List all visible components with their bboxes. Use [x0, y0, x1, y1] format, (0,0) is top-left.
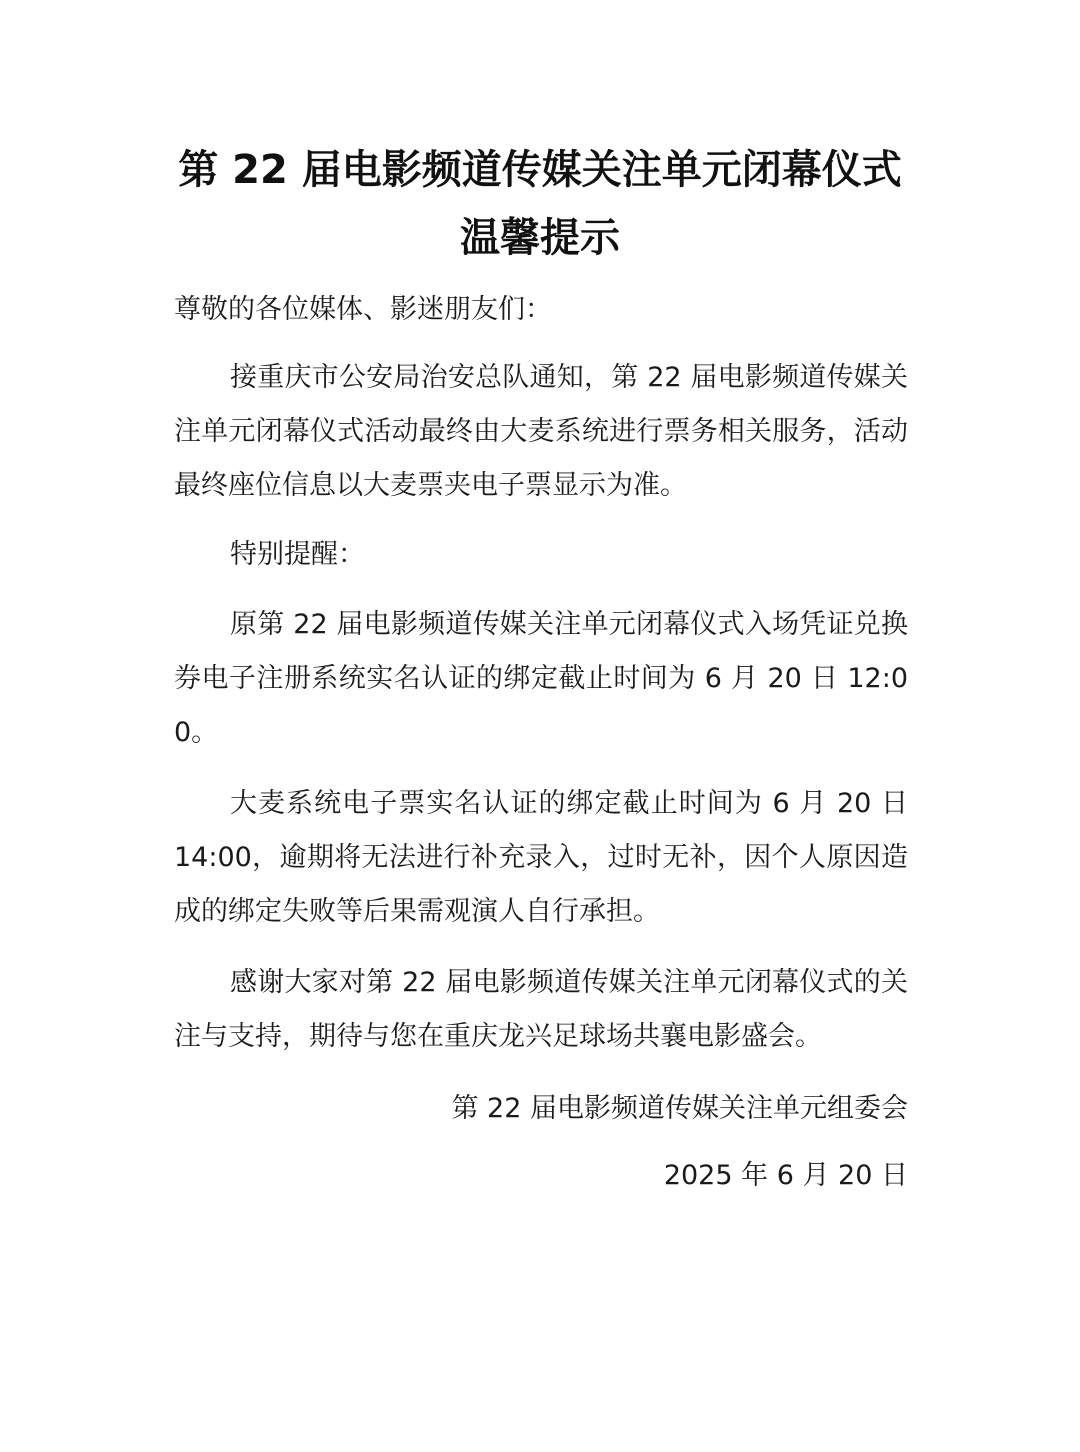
- paragraph-special-reminder-heading: 特别提醒：: [230, 539, 365, 570]
- paragraph-damai-deadline: 大麦系统电子票实名认证的绑定截止时间为 6 月 20 日 14:00，逾期将无法进行补充录入，过时无补，因个人原因造成的绑定失败等后果需观演人自行承担。: [174, 788, 908, 927]
- paragraph-notice: 接重庆市公安局治安总队通知，第 22 届电影频道传媒关注单元闭幕仪式活动最终由大麦系统进行票务相关服务，活动最终座位信息以大麦票夹电子票显示为准。: [174, 362, 908, 501]
- document-title: 第 22 届电影频道传媒关注单元闭幕仪式: [178, 147, 902, 193]
- paragraph-thanks: 感谢大家对第 22 届电影频道传媒关注单元闭幕仪式的关注与支持，期待与您在重庆龙兴足球场共襄电影盛会。: [174, 967, 908, 1052]
- document-subtitle: 温馨提示: [460, 215, 620, 261]
- salutation: 尊敬的各位媒体、影迷朋友们：: [174, 294, 552, 325]
- issue-date: 2025 年 6 月 20 日: [663, 1160, 908, 1191]
- signature: 第 22 届电影频道传媒关注单元组委会: [451, 1093, 908, 1124]
- paragraph-original-deadline: 原第 22 届电影频道传媒关注单元闭幕仪式入场凭证兑换券电子注册系统实名认证的绑定截止时间为 6 月 20 日 12:00。: [174, 609, 908, 748]
